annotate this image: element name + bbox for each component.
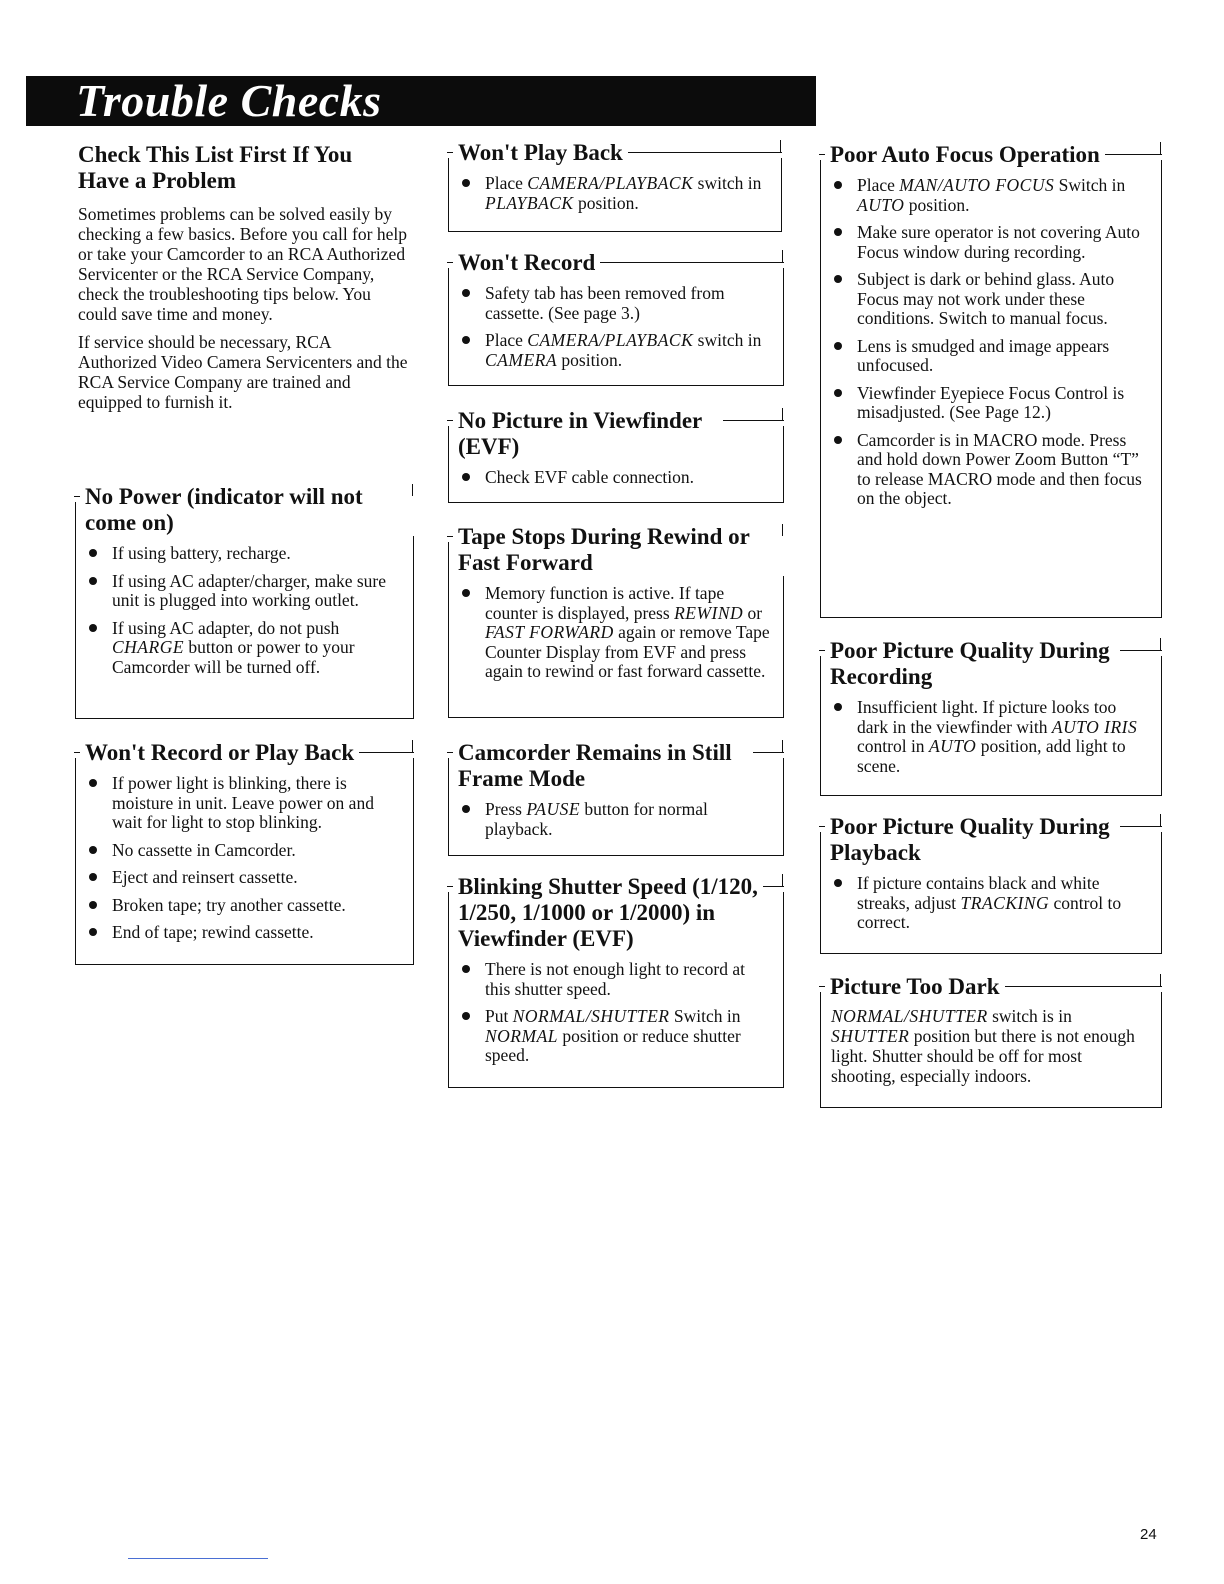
- bullet-icon: [834, 436, 842, 444]
- section-no-power: [75, 484, 414, 719]
- intro-section: [78, 142, 408, 420]
- section-wont-record-or-play: [75, 740, 414, 965]
- bullet-list: [449, 468, 783, 506]
- list-item: Place MAN/AUTO FOCUS Switch in AUTO position.: [831, 176, 1151, 215]
- bullet-icon: [462, 589, 470, 597]
- intro-paragraph: Sometimes problems can be solved easily by checking a few basics. Before you call for help or take your Camcorder to an RCA Authorized Servicenter or the RCA Service Company, check the troubleshooting tips below. You could save time and money.: [78, 204, 407, 324]
- section-title: No Power (indicator will not come on): [80, 484, 414, 536]
- bullet-icon: [834, 275, 842, 283]
- bullet-icon: [89, 901, 97, 909]
- list-item: If power light is blinking, there is moisture in unit. Leave power on and wait for light to stop blinking.: [86, 774, 403, 833]
- section-text: NORMAL/SHUTTER switch is in SHUTTER position but there is not enough light. Shutter should be off for most shooting, especially indoors.: [831, 1006, 1135, 1086]
- section-title: Poor Auto Focus Operation: [825, 142, 1105, 168]
- list-item: Subject is dark or behind glass. Auto Focus may not work under these conditions. Switch to manual focus.: [831, 270, 1151, 329]
- page-title: Trouble Checks: [76, 75, 382, 126]
- bullet-icon: [834, 703, 842, 711]
- bullet-icon: [89, 873, 97, 881]
- bullet-icon: [834, 342, 842, 350]
- section-title: Tape Stops During Rewind or Fast Forward: [453, 524, 784, 576]
- list-item: Eject and reinsert cassette.: [86, 868, 403, 888]
- list-item: Camcorder is in MACRO mode. Press and hold down Power Zoom Button “T” to release MACRO mode and then focus on the object.: [831, 431, 1151, 509]
- section-title: Won't Play Back: [453, 140, 628, 166]
- list-item: Memory function is active. If tape counter is displayed, press REWIND or FAST FORWARD again or remove Tape Counter Display from EVF and press again to rewind or fast forward cassette.: [459, 584, 773, 682]
- page-number: 24: [1140, 1526, 1157, 1543]
- section-poor-auto-focus: [820, 142, 1162, 618]
- list-item: Insufficient light. If picture looks too dark in the viewfinder with AUTO IRIS control in AUTO position, add light to scene.: [831, 698, 1151, 776]
- bullet-list: [449, 800, 783, 857]
- divider: [128, 1558, 268, 1559]
- list-item: Lens is smudged and image appears unfocused.: [831, 337, 1151, 376]
- intro-paragraph: If service should be necessary, RCA Authorized Video Camera Servicenters and the RCA Service Company are trained and equipped to furnish it.: [78, 332, 408, 412]
- bullet-icon: [462, 1012, 470, 1020]
- bullet-icon: [89, 846, 97, 854]
- section-blinking-shutter: [448, 874, 784, 1088]
- section-picture-too-dark: [820, 974, 1162, 1108]
- section-title: Poor Picture Quality During Recording: [825, 638, 1120, 690]
- section-quality-playback: [820, 814, 1162, 954]
- bullet-list: [449, 960, 783, 1084]
- list-item: If picture contains black and white streaks, adjust TRACKING control to correct.: [831, 874, 1151, 933]
- list-item: Check EVF cable connection.: [459, 468, 773, 488]
- list-item: Viewfinder Eyepiece Focus Control is misadjusted. (See Page 12.): [831, 384, 1151, 423]
- bullet-icon: [834, 879, 842, 887]
- bullet-icon: [834, 228, 842, 236]
- section-still-frame: [448, 740, 784, 856]
- bullet-list: [821, 874, 1161, 951]
- bullet-list: [449, 174, 781, 231]
- intro-heading: Check This List First If You Have a Problem: [78, 142, 353, 193]
- section-title: No Picture in Viewfinder (EVF): [453, 408, 723, 460]
- bullet-icon: [89, 577, 97, 585]
- bullet-icon: [834, 181, 842, 189]
- list-item: End of tape; rewind cassette.: [86, 923, 403, 943]
- bullet-icon: [462, 965, 470, 973]
- section-title: Picture Too Dark: [825, 974, 1005, 1000]
- list-item: If using battery, recharge.: [86, 544, 403, 564]
- bullet-icon: [834, 389, 842, 397]
- list-item: If using AC adapter/charger, make sure unit is plugged into working outlet.: [86, 572, 403, 611]
- list-item: No cassette in Camcorder.: [86, 841, 403, 861]
- list-item: If using AC adapter, do not push CHARGE button or power to your Camcorder will be turned off.: [86, 619, 403, 678]
- bullet-icon: [462, 179, 470, 187]
- bullet-icon: [89, 624, 97, 632]
- bullet-icon: [89, 928, 97, 936]
- section-title: Won't Record or Play Back: [80, 740, 359, 766]
- section-wont-record: [448, 250, 784, 386]
- list-item: There is not enough light to record at this shutter speed.: [459, 960, 773, 999]
- bullet-list: [821, 176, 1161, 527]
- bullet-icon: [462, 336, 470, 344]
- section-title: Blinking Shutter Speed (1/120, 1/250, 1/1000 or 1/2000) in Viewfinder (EVF): [453, 874, 763, 952]
- list-item: Safety tab has been removed from cassette. (See page 3.): [459, 284, 773, 323]
- section-title: Won't Record: [453, 250, 600, 276]
- bullet-list: [821, 698, 1161, 794]
- section-quality-recording: [820, 638, 1162, 796]
- list-item: Broken tape; try another cassette.: [86, 896, 403, 916]
- section-title: Poor Picture Quality During Playback: [825, 814, 1120, 866]
- section-no-picture-viewfinder: [448, 408, 784, 503]
- section-wont-play-back: [448, 140, 782, 232]
- bullet-list: [76, 774, 413, 961]
- list-item: Place CAMERA/PLAYBACK switch in CAMERA position.: [459, 331, 773, 370]
- list-item: Press PAUSE button for normal playback.: [459, 800, 773, 839]
- bullet-list: [449, 284, 783, 388]
- bullet-icon: [89, 779, 97, 787]
- list-item: Place CAMERA/PLAYBACK switch in PLAYBACK position.: [459, 174, 771, 213]
- list-item: Put NORMAL/SHUTTER Switch in NORMAL position or reduce shutter speed.: [459, 1007, 773, 1066]
- bullet-icon: [462, 473, 470, 481]
- list-item: Make sure operator is not covering Auto Focus window during recording.: [831, 223, 1151, 262]
- section-tape-stops: [448, 524, 784, 718]
- section-title: Camcorder Remains in Still Frame Mode: [453, 740, 753, 792]
- bullet-icon: [462, 805, 470, 813]
- bullet-list: [76, 544, 413, 695]
- bullet-icon: [462, 289, 470, 297]
- title-banner: [26, 76, 816, 126]
- bullet-list: [449, 584, 783, 700]
- bullet-icon: [89, 549, 97, 557]
